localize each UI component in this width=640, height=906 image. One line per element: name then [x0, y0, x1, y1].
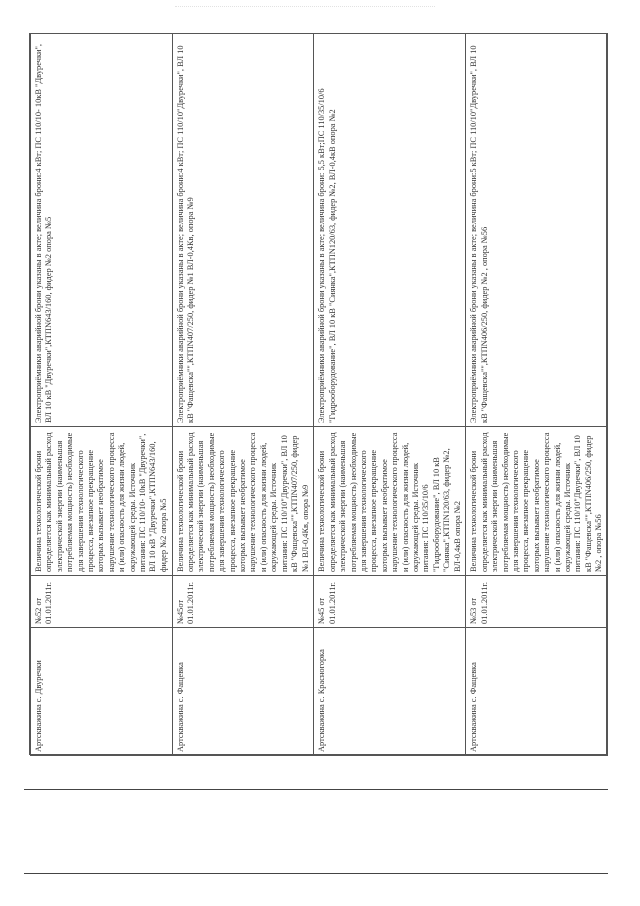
emergency-cell: Электроприёмники аварийной брони указаны в акте; величина брони:4 кВт; ПС 110/10"Двуречки", ВЛ 10 кВ "Фащевска"",КТПN407/250, фидер №1 ВЛ-0,4Кв, опора №9 [172, 34, 314, 427]
rotated-table-frame [29, 33, 607, 755]
table-row [466, 34, 608, 756]
horizontal-rule [24, 873, 608, 874]
emergency-cell: Электроприёмники аварийной брони указаны в акте; величина брони:5 кВт; ПС 110/10"Двуречки", ВЛ 10 кВ "Фащевска"",КТПN406/250, фидер №2 , опора №56 [466, 34, 608, 427]
emergency-cell: Электроприёмники аварийной брони указаны в акте; величина брони:4 кВт; ПС 110/10- 10кВ "Двуречки", ВЛ 10 кВ "Двуречки",КТПN643/160, фидер №2 опора №5 [31, 34, 173, 427]
act-cell: №53 от 01.01.2011г. [466, 576, 608, 628]
act-cell: №45от 01.01.2011г. [172, 576, 314, 628]
table-row [314, 34, 466, 756]
object-cell: Артскважина с. Фащевка [466, 628, 608, 756]
scan-artifact [175, 6, 435, 11]
emergency-reserve-table [30, 33, 608, 756]
object-cell: Артскважина с. Двуречки [31, 628, 173, 756]
act-cell: №52 от 01.01.2011г. [31, 576, 173, 628]
rotated-table-container [30, 34, 608, 756]
emergency-cell: Электроприёмники аварийной брони указаны в акте; величина брони: 5,5 кВт;ПС 110/35/10/6 "Гидрооборудование", ВЛ 10 кВ "Сиянка",КТПN120/63, фидер №2, ВЛ-0,4кВ опора №2 [314, 34, 466, 427]
table-row [31, 34, 173, 756]
act-cell: №45 от 01.01.2011г. [314, 576, 466, 628]
horizontal-rule [24, 789, 608, 790]
object-cell: Артскважина с. Красногорка [314, 628, 466, 756]
description-cell: Величина технологической брони определяется как минимальный расход электрической энергии (наименьшая потребляемая мощность) необходимые для завершения технологического процесса, внезапное прекращение которых вызывает необратимое нарушение технологического процесса и (или) опасность для жизни людей, окружающей среды. Источник питания: ПС 110/10"Двуречки", ВЛ 10 кВ "Фащевска"",КТПN407/250, фидер №1 ВЛ-0,4Кв, опора №9 [172, 427, 314, 576]
table-row [172, 34, 314, 756]
description-cell: Величина технологической брони определяется как минимальный расход электрической энергии (наименьшая потребляемая мощность) необходимые для завершения технологического процесса, внезапное прекращение которых вызывает необратимое нарушение технологического процесса и (или) опасность для жизни людей, окружающей среды. Источник питания: ПС 110/10- 10кВ "Двуречки", ВЛ 10 кВ "Двуречки",КТПN643/160, фидер №2 опора №5 [31, 427, 173, 576]
description-cell: Величина технологической брони определяется как минимальный расход электрической энергии (наименьшая потребляемая мощность) необходимые для завершения технологического процесса, внезапное прекращение которых вызывает необратимое нарушение технологического процесса и (или) опасность для жизни людей, окружающей среды. Источник питания: ПС 110/10"Двуречки", ВЛ 10 кВ "Фащевска"",КТПN406/250, фидер №2 , опора №56 [466, 427, 608, 576]
object-cell: Артскважина с. Фащевка [172, 628, 314, 756]
description-cell: Величина технологической брони определяется как минимальный расход электрической энергии (наименьшая потребляемая мощность) необходимые для завершения технологического процесса, внезапное прекращение которых вызывает необратимое нарушение технологического процесса и (или) опасность для жизни людей, окружающей среды. Источник питания: ПС 110/35/10/6 "Гидрооборудование", ВЛ 10 кВ "Сиянка",КТПN120/63, фидер №2, ВЛ-0,4кВ опора №2 [314, 427, 466, 576]
